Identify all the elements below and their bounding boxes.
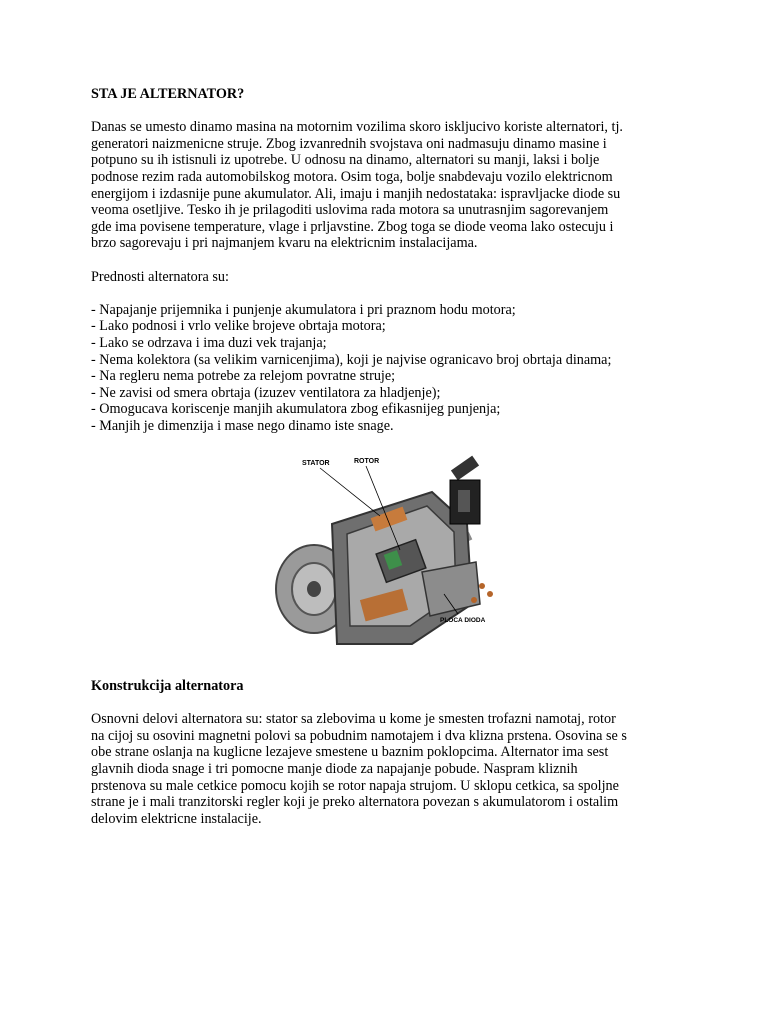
diode-terminal-shape — [471, 597, 477, 603]
construction-line: delovim elektricne instalacije. — [91, 810, 262, 827]
list-item: - Omogucava koriscenje manjih akumulatora zbog efikasnijeg punjenja; — [91, 401, 501, 418]
intro-line: generatori naizmenicne struje. Zbog izvanrednih svojstava oni nadmasuju dinamo masine i — [91, 135, 607, 152]
list-item: - Nema kolektora (sa velikim varnicenjima), koji je najvise ogranicavo broj obrtaja dinama; — [91, 351, 612, 368]
construction-line: glavnih dioda snage i tri pomocne manje diode za napajanje pobude. Naspram kliznih — [91, 760, 578, 777]
advantages-list — [91, 302, 681, 435]
intro-line: podnose rezim rada automobilskog motora. Osim toga, bolje snabdevaju vozilo elektricnom — [91, 168, 613, 185]
construction-line: strane je i mali tranzitorski regler koji je preko alternatora povezan s akumulatorom i ostalim — [91, 794, 619, 811]
document-page — [91, 86, 681, 434]
list-item: - Na regleru nema potrebe za relejom povratne struje; — [91, 368, 396, 385]
regulator-socket-shape — [458, 490, 470, 512]
label-rotor: ROTOR — [354, 458, 380, 465]
advantages-intro: Prednosti alternatora su: — [91, 268, 229, 285]
alternator-cutaway-image — [262, 454, 508, 662]
construction-line: obe strane oslanja na kuglicne lezajeve smestene u baznim poklopcima. Alternator ima sest — [91, 744, 609, 761]
list-item: - Manjih je dimenzija i mase nego dinamo iste snage. — [91, 417, 394, 434]
list-item: - Lako podnosi i vrlo velike brojeve obrtaja motora; — [91, 318, 386, 335]
construction-section — [91, 678, 681, 827]
thread-shape — [451, 456, 479, 481]
diode-terminal-shape — [479, 583, 485, 589]
intro-line: gde ima povisene temperature, vlage i prljavstine. Zbog toga se diode veoma lako ostecuju i — [91, 218, 614, 235]
list-item: - Ne zavisi od smera obrtaja (izuzev ventilatora za hladjenje); — [91, 384, 441, 401]
pulley-center-shape — [307, 581, 321, 597]
list-item: - Lako se odrzava i ima duzi vek trajanja; — [91, 334, 327, 351]
diode-terminal-shape — [487, 591, 493, 597]
alternator-illustration — [262, 454, 508, 662]
intro-line: potpuno su ih istisnuli iz upotrebe. U odnosu na dinamo, alternatori su manji, laksi i bolje — [91, 152, 600, 169]
intro-line: Danas se umesto dinamo masina na motornim vozilima skoro iskljucivo koriste alternatori, tj. — [91, 119, 623, 136]
construction-line: prstenova su male cetkice pomocu kojih se rotor napaja strujom. U sklopu cetkica, sa spoljne — [91, 777, 619, 794]
intro-line: energijom i izdasnije pune akumulator. Ali, imaju i manjih nedostataka: ispravljacke diode su — [91, 185, 621, 202]
intro-line: brzo sagorevaju i pri najmanjem kvaru na elektricnim instalacijama. — [91, 235, 478, 252]
main-heading: STA JE ALTERNATOR? — [91, 86, 245, 102]
diode-plate-shape — [422, 562, 480, 616]
intro-paragraph — [91, 119, 681, 252]
construction-line: Osnovni delovi alternatora su: stator sa zlebovima u kome je smesten trofazni namotaj, rotor — [91, 711, 616, 728]
label-stator: STATOR — [302, 460, 330, 467]
label-ploca-dioda: PLOCA DIODA — [440, 617, 486, 624]
stator-leader-line — [320, 468, 380, 516]
construction-heading: Konstrukcija alternatora — [91, 678, 244, 694]
construction-paragraph — [91, 711, 681, 827]
construction-line: na cijoj su osovini magnetni polovi sa pobudnim namotajem i dva klizna prstena. Osovina se s — [91, 727, 627, 744]
intro-line: veoma osetljive. Tesko ih je prilagoditi uslovima rada motora sa unutrasnjim sagorevanjem — [91, 202, 609, 219]
list-item: - Napajanje prijemnika i punjenje akumulatora i pri praznom hodu motora; — [91, 301, 516, 318]
